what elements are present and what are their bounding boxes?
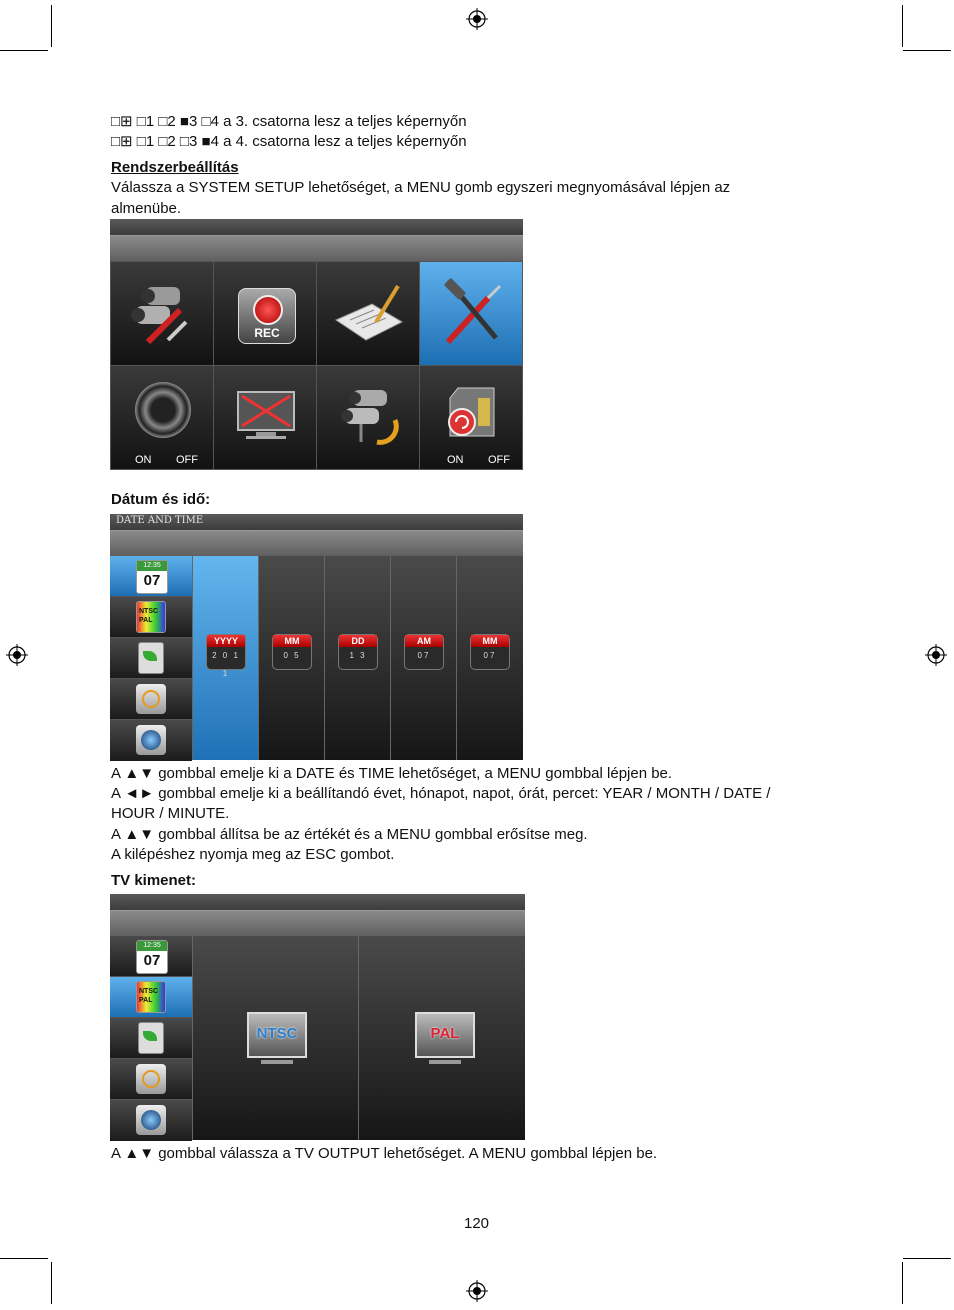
side-item-language[interactable] [110, 1100, 192, 1141]
side-item-tv-output[interactable] [110, 597, 192, 638]
hour-field[interactable]: AM 07 [404, 634, 444, 670]
side-item-date-time[interactable] [110, 936, 192, 977]
side-item-battery[interactable] [110, 1018, 192, 1059]
ntsc-monitor-icon: NTSC [247, 1012, 307, 1058]
sd-card-icon [442, 384, 504, 446]
globe-icon [136, 1105, 166, 1135]
battery-leaf-icon [138, 642, 164, 674]
on-label: ON [135, 454, 152, 466]
crop-mark [903, 50, 951, 51]
clock-icon [136, 684, 166, 714]
section-heading-system-setup: Rendszerbeállítás [111, 159, 239, 176]
field-column-day[interactable] [324, 556, 391, 760]
clock-icon [136, 1064, 166, 1094]
paragraph: almenübe. [111, 200, 182, 217]
calendar-icon: 12:35 07 [136, 560, 168, 594]
screen-title: DATE AND TIME [116, 515, 204, 526]
sub-bar [110, 530, 523, 557]
title-bar [110, 894, 525, 910]
field-column-month[interactable] [258, 556, 325, 760]
page-number: 120 [464, 1215, 490, 1232]
tv-standard-icon: NTSC PAL [136, 601, 166, 633]
crop-mark [903, 1258, 951, 1259]
crop-mark [0, 1258, 48, 1259]
battery-leaf-icon [138, 1022, 164, 1054]
off-label: OFF [176, 454, 198, 466]
option-column-ntsc[interactable] [192, 936, 359, 1140]
field-column-year[interactable] [192, 556, 259, 760]
day-field[interactable]: DD 1 3 [338, 634, 378, 670]
crop-mark [51, 5, 52, 47]
side-item-timer[interactable] [110, 679, 192, 720]
channel-option-line: □⊞ □1 □2 ■3 □4 a 3. csatorna lesz a teljes képernyőn [111, 113, 467, 130]
sub-bar [110, 235, 523, 262]
paragraph: Válassza a SYSTEM SETUP lehetőséget, a MENU gomb egyszeri megnyomásával lépjen az [111, 179, 731, 196]
monitor-off-icon [234, 388, 298, 444]
globe-icon [136, 725, 166, 755]
paragraph: HOUR / MINUTE. [111, 805, 230, 822]
field-column-minute[interactable] [456, 556, 523, 760]
paragraph: A ▲▼ gombbal emelje ki a DATE és TIME lehetőséget, a MENU gombbal lépjen be. [111, 765, 673, 782]
month-field[interactable]: MM 0 5 [272, 634, 312, 670]
tile-system-setup[interactable] [419, 261, 523, 366]
side-item-timer[interactable] [110, 1059, 192, 1100]
option-column-pal[interactable] [358, 936, 525, 1140]
pal-monitor-icon: PAL [415, 1012, 475, 1058]
registration-mark-icon [466, 8, 488, 30]
side-item-language[interactable] [110, 720, 192, 761]
speaker-icon [135, 382, 191, 438]
calendar-icon: 12:35 07 [136, 940, 168, 974]
tile-auto-scan[interactable] [316, 365, 420, 470]
rec-label: REC [254, 326, 280, 340]
crop-mark [51, 1262, 52, 1304]
paragraph: A ▲▼ gombbal állítsa be az értékét és a MENU gombbal erősítse meg. [111, 826, 588, 843]
tile-camera-setup[interactable] [110, 261, 214, 366]
system-setup-screen [110, 219, 523, 470]
channel-option-line: □⊞ □1 □2 □3 ■4 a 4. csatorna lesz a teljes képernyőn [111, 133, 467, 150]
tools-icon [438, 280, 508, 350]
section-heading-date-time: Dátum és idő: [111, 491, 211, 508]
registration-mark-icon [6, 644, 28, 666]
year-field[interactable]: YYYY 2 0 1 1 [206, 634, 246, 670]
sub-bar [110, 910, 525, 937]
tv-output-screen [110, 894, 525, 1140]
field-column-hour[interactable] [390, 556, 457, 760]
side-item-battery[interactable] [110, 638, 192, 679]
registration-mark-icon [466, 1280, 488, 1302]
crop-mark [0, 50, 48, 51]
on-label: ON [447, 454, 464, 466]
notepad-pen-icon [332, 282, 406, 348]
minute-field[interactable]: MM 07 [470, 634, 510, 670]
tile-sd-overwrite[interactable] [419, 365, 523, 470]
paragraph: A ▲▼ gombbal válassza a TV OUTPUT lehetőséget. A MENU gombbal lépjen be. [111, 1145, 658, 1162]
paragraph: A kilépéshez nyomja meg az ESC gombot. [111, 846, 395, 863]
title-bar [110, 219, 523, 235]
side-item-tv-output[interactable] [110, 977, 192, 1018]
tile-display[interactable] [213, 365, 317, 470]
camera-rotate-icon [337, 384, 403, 450]
tile-sound[interactable] [110, 365, 214, 470]
tile-record[interactable] [213, 261, 317, 366]
camera-tools-icon [128, 282, 198, 347]
record-icon [238, 288, 296, 344]
tv-standard-icon: NTSC PAL [136, 981, 166, 1013]
paragraph: A ◄► gombbal emelje ki a beállítandó évet, hónapot, napot, órát, percet: YEAR / MONTH / DATE / [111, 785, 771, 802]
date-time-screen [110, 514, 523, 760]
tile-schedule[interactable] [316, 261, 420, 366]
off-label: OFF [488, 454, 510, 466]
side-item-date-time[interactable] [110, 556, 192, 597]
crop-mark [902, 5, 903, 47]
registration-mark-icon [925, 644, 947, 666]
title-bar [110, 514, 523, 530]
crop-mark [902, 1262, 903, 1304]
section-heading-tv-output: TV kimenet: [111, 872, 197, 889]
